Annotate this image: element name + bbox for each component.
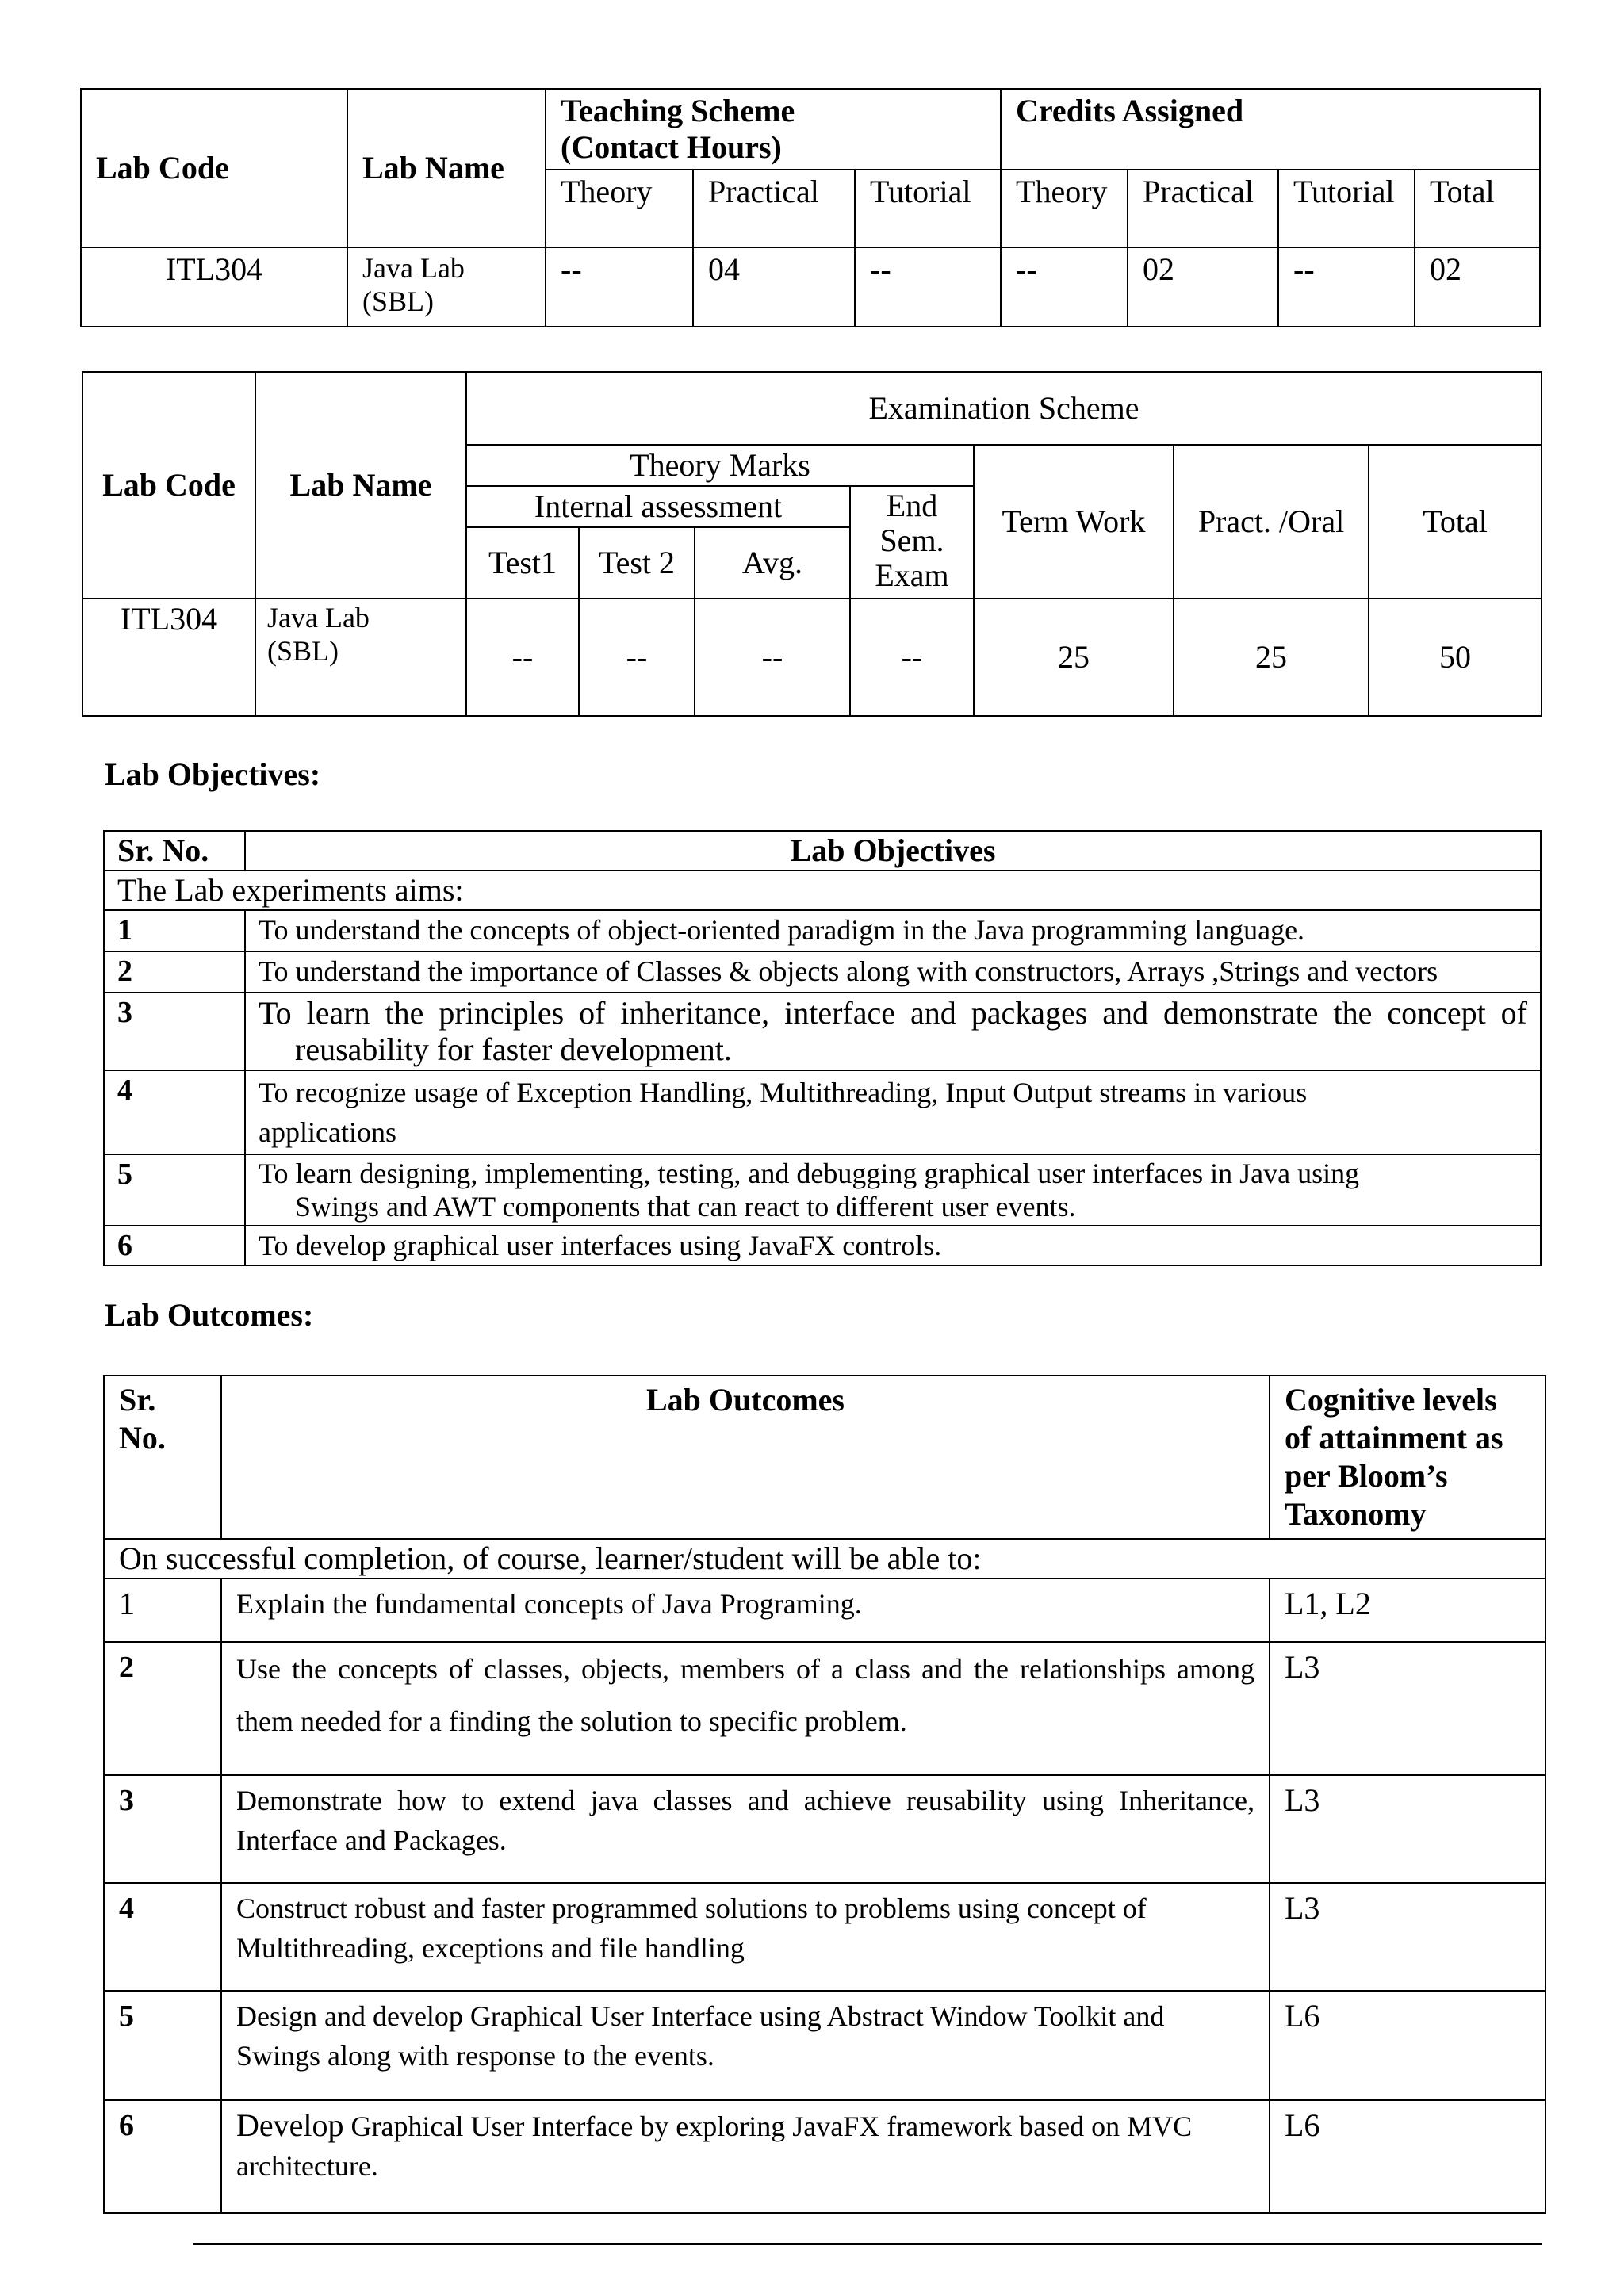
table-row — [104, 2100, 1545, 2213]
lab-code-cell: ITL304 — [82, 599, 255, 716]
value-cell: 02 — [1415, 247, 1540, 327]
cognitive-level: L1, L2 — [1270, 1578, 1545, 1642]
objective-text: To learn the principles of inheritance, interface and packages and demonstrate the concept of reusability for faster development. — [245, 993, 1541, 1070]
lab-name-cell: Java Lab (SBL) — [255, 599, 466, 716]
header-lab-outcomes: Lab Outcomes — [221, 1376, 1270, 1539]
sr-no: 4 — [104, 1883, 221, 1991]
objectives-intro: The Lab experiments aims: — [104, 871, 1541, 910]
header-lab-code: Lab Code — [81, 89, 347, 247]
sr-no: 6 — [104, 2100, 221, 2213]
lab-objectives-heading: Lab Objectives: — [105, 756, 321, 792]
outcome-text: Construct robust and faster programmed solutions to problems using concept of Multithreading, exceptions and file handling — [221, 1883, 1270, 1991]
lab-objectives-table — [103, 830, 1542, 1266]
table-row — [104, 1991, 1545, 2100]
table-row — [104, 1883, 1545, 1991]
table-row — [104, 1154, 1541, 1226]
sr-no: 3 — [104, 1775, 221, 1883]
table-row — [104, 951, 1541, 993]
sub-header: Theory — [546, 170, 693, 247]
sub-header: Tutorial — [855, 170, 1001, 247]
sr-no: 2 — [104, 951, 245, 993]
cognitive-level: L3 — [1270, 1642, 1545, 1775]
value-cell: -- — [466, 599, 579, 716]
sr-no: 3 — [104, 993, 245, 1070]
value-cell: -- — [695, 599, 850, 716]
objective-text: To develop graphical user interfaces using JavaFX controls. — [245, 1226, 1541, 1265]
sub-header: Total — [1415, 170, 1540, 247]
lab-name-cell: Java Lab (SBL) — [347, 247, 546, 327]
header-sr-no: Sr. No. — [104, 831, 245, 871]
sr-no: 4 — [104, 1070, 245, 1154]
lab-outcomes-table — [103, 1375, 1546, 2214]
sr-no: 5 — [104, 1991, 221, 2100]
value-cell: -- — [1278, 247, 1415, 327]
objective-text: To learn designing, implementing, testing, and debugging graphical user interfaces in Java using Swings and AWT components that can react to different user events. — [245, 1154, 1541, 1226]
objective-text: To understand the concepts of object-oriented paradigm in the Java programming language. — [245, 910, 1541, 951]
objective-text: To recognize usage of Exception Handling, Multithreading, Input Output streams in various applications — [245, 1070, 1541, 1154]
lab-code-cell: ITL304 — [81, 247, 347, 327]
sub-header: Practical — [693, 170, 855, 247]
value-cell: 25 — [974, 599, 1174, 716]
cognitive-level: L6 — [1270, 2100, 1545, 2213]
table-row — [104, 1775, 1545, 1883]
cognitive-level: L6 — [1270, 1991, 1545, 2100]
header-internal-assessment: Internal assessment — [466, 486, 850, 527]
sr-no: 2 — [104, 1642, 221, 1775]
header-avg: Avg. — [695, 527, 850, 599]
value-cell: -- — [855, 247, 1001, 327]
table-row — [104, 1070, 1541, 1154]
header-theory-marks: Theory Marks — [466, 445, 974, 486]
header-total: Total — [1369, 445, 1542, 599]
value-cell: 04 — [693, 247, 855, 327]
outcomes-intro: On successful completion, of course, learner/student will be able to: — [104, 1539, 1545, 1578]
objective-text: To understand the importance of Classes & objects along with constructors, Arrays ,Strings and vectors — [245, 951, 1541, 993]
outcome-text: Develop Graphical User Interface by exploring JavaFX framework based on MVC architecture. — [221, 2100, 1270, 2213]
value-cell: -- — [546, 247, 693, 327]
outcome-text: Demonstrate how to extend java classes and achieve reusability using Inheritance, Interface and Packages. — [221, 1775, 1270, 1883]
header-sr-no: Sr. No. — [104, 1376, 221, 1539]
footer-divider — [193, 2243, 1542, 2245]
header-examination-scheme: Examination Scheme — [466, 372, 1542, 445]
table-row — [104, 910, 1541, 951]
header-end-sem-exam: End Sem. Exam — [850, 486, 974, 599]
table-row — [104, 1578, 1545, 1642]
value-cell: -- — [1001, 247, 1128, 327]
lab-outcomes-heading: Lab Outcomes: — [105, 1297, 314, 1333]
sub-header: Practical — [1128, 170, 1278, 247]
outcome-text: Explain the fundamental concepts of Java Programing. — [221, 1578, 1270, 1642]
header-teaching-scheme: Teaching Scheme (Contact Hours) — [546, 89, 1001, 170]
header-cognitive-levels: Cognitive levels of attainment as per Bloom’s Taxonomy — [1270, 1376, 1545, 1539]
table-row — [104, 993, 1541, 1070]
sr-no: 1 — [104, 910, 245, 951]
sub-header: Tutorial — [1278, 170, 1415, 247]
outcome-text: Use the concepts of classes, objects, members of a class and the relationships among them needed for a finding the solution to specific problem. — [221, 1642, 1270, 1775]
value-cell: -- — [579, 599, 695, 716]
header-lab-name: Lab Name — [347, 89, 546, 247]
examination-scheme-table — [82, 371, 1542, 717]
value-cell: 02 — [1128, 247, 1278, 327]
header-test2: Test 2 — [579, 527, 695, 599]
table-row — [104, 1226, 1541, 1265]
header-credits-assigned: Credits Assigned — [1001, 89, 1540, 170]
header-pract-oral: Pract. /Oral — [1174, 445, 1369, 599]
header-test1: Test1 — [466, 527, 579, 599]
header-lab-code: Lab Code — [82, 372, 255, 599]
outcome-text: Design and develop Graphical User Interface using Abstract Window Toolkit and Swings along with response to the events. — [221, 1991, 1270, 2100]
sr-no: 1 — [104, 1578, 221, 1642]
cognitive-level: L3 — [1270, 1775, 1545, 1883]
header-lab-objectives: Lab Objectives — [245, 831, 1541, 871]
header-lab-name: Lab Name — [255, 372, 466, 599]
cognitive-level: L3 — [1270, 1883, 1545, 1991]
value-cell: 50 — [1369, 599, 1542, 716]
teaching-scheme-table — [80, 88, 1541, 327]
value-cell: -- — [850, 599, 974, 716]
table-row — [104, 1642, 1545, 1775]
header-term-work: Term Work — [974, 445, 1174, 599]
value-cell: 25 — [1174, 599, 1369, 716]
sub-header: Theory — [1001, 170, 1128, 247]
sr-no: 6 — [104, 1226, 245, 1265]
sr-no: 5 — [104, 1154, 245, 1226]
